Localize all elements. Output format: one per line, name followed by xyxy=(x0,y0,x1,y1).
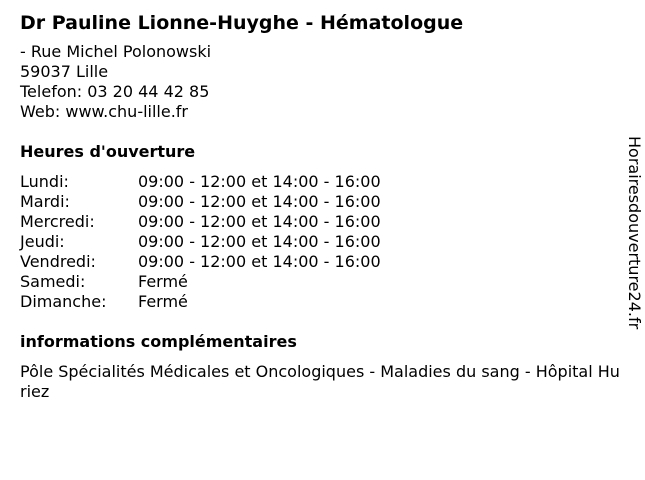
additional-info-text: Pôle Spécialités Médicales et Oncologiques - Maladies du sang - Hôpital Huriez xyxy=(20,362,620,401)
hours-day-label: Samedi: xyxy=(20,272,86,291)
hours-day-label: Vendredi: xyxy=(20,252,96,271)
hours-time-value: 09:00 - 12:00 et 14:00 - 16:00 xyxy=(138,212,381,231)
opening-hours-heading: Heures d'ouverture xyxy=(20,142,196,161)
address-street: - Rue Michel Polonowski xyxy=(20,42,212,61)
hours-day-label: Dimanche: xyxy=(20,292,107,311)
phone-line: Telefon: 03 20 44 42 85 xyxy=(20,82,210,101)
hours-day-label: Jeudi: xyxy=(20,232,65,251)
address-block xyxy=(20,42,620,122)
hours-row-thursday xyxy=(20,232,620,252)
address-city: 59037 Lille xyxy=(20,62,109,81)
hours-row-wednesday xyxy=(20,212,620,232)
hours-row-sunday xyxy=(20,292,620,312)
hours-day-label: Mercredi: xyxy=(20,212,95,231)
listing-page xyxy=(20,10,620,402)
hours-time-value: 09:00 - 12:00 et 14:00 - 16:00 xyxy=(138,172,381,191)
hours-time-value: 09:00 - 12:00 et 14:00 - 16:00 xyxy=(138,192,381,211)
hours-time-value: Fermé xyxy=(138,272,188,291)
hours-day-label: Mardi: xyxy=(20,192,70,211)
site-watermark: Horairesdouverture24.fr xyxy=(625,136,644,330)
additional-info-heading: informations complémentaires xyxy=(20,332,297,351)
hours-time-value: 09:00 - 12:00 et 14:00 - 16:00 xyxy=(138,252,381,271)
hours-day-label: Lundi: xyxy=(20,172,69,191)
hours-row-saturday xyxy=(20,272,620,292)
hours-row-friday xyxy=(20,252,620,272)
page-title: Dr Pauline Lionne-Huyghe - Hématologue xyxy=(20,12,464,34)
hours-time-value: Fermé xyxy=(138,292,188,311)
hours-time-value: 09:00 - 12:00 et 14:00 - 16:00 xyxy=(138,232,381,251)
website-line: Web: www.chu-lille.fr xyxy=(20,102,189,121)
opening-hours-table xyxy=(20,172,620,312)
hours-row-tuesday xyxy=(20,192,620,212)
hours-row-monday xyxy=(20,172,620,192)
